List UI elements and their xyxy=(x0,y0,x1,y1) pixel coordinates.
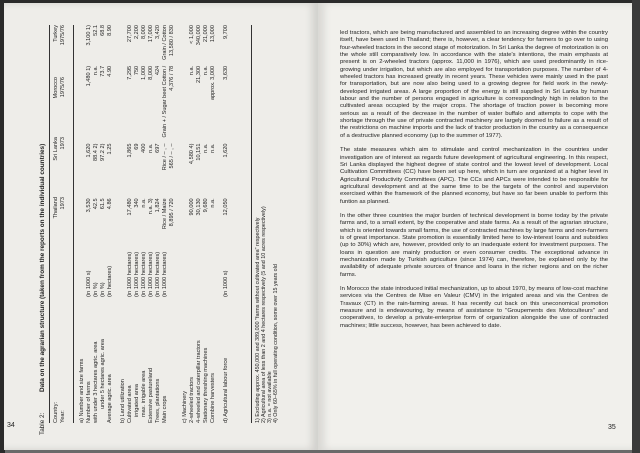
year-label: Year: xyxy=(60,410,66,423)
row-unit: (in 1000 hectares) xyxy=(162,251,168,297)
row-label: Trees, plantations xyxy=(155,378,161,423)
cell-value: n.a. xyxy=(141,198,147,208)
year-thailand: 1973 xyxy=(60,197,66,210)
cell-value: 30,130 xyxy=(196,198,202,216)
cell-value: 13,580 / 830 xyxy=(169,25,175,57)
country-turkey: Turkey xyxy=(53,25,59,42)
cell-value: 13,000 xyxy=(210,25,216,43)
rotated-table-block xyxy=(39,15,284,435)
row-label: max. irrigable area xyxy=(141,370,147,417)
cell-value: 73.7 xyxy=(100,65,106,77)
row-label: 2-wheeled tractors xyxy=(189,376,195,423)
cell-value: Rice / Maize xyxy=(162,198,168,230)
cell-value: 8,000 xyxy=(148,65,154,80)
paragraph-1: led tractors, which are being manufactured and assembled to an increasing degree within the country itself, have been used in Thailand; there is, however, a clear tendency for farmers to go over to using four-wheeled tractors in the second stage of motorization. In Sri Lanka the degree of motorization is on the whole still comparatively low. In accordance with the state's intentions, the main emphasis at present is on 2-wheeled tractors (approx. 11,000 in 1976), which are used predominantly in rice-growing under irrigation, but which are also employed for transportation purposes. The number of 4-wheeled tractors has increased greatly in recent years. These vehicles were mainly used in the past for transportation, but are now also being used to a growing degree for field work in the newly-developed irrigated areas. A large proportion of the energy is still supplied in Sri Lanka by human labour and the number of persons engaged in agriculture is correspondingly high in relation to the cultivated areas occupied by the major crops. The shortage of traction power is becoming more serious as a result of the decrease in the number of water buffalo and attempts to cope with the shortage through the use of private contracted machinery are largely doomed to failure as a result of the restrictions on machine imports and the lack of tractor production in the country as a consequence of a destructive planned economy (up to the summer of 1977). xyxy=(340,30,608,139)
cell-value: 10,151 xyxy=(196,143,202,161)
cell-value: 9,700 xyxy=(223,25,229,39)
cell-value: 697 xyxy=(155,143,161,153)
row-unit: (in 1000 hectares) xyxy=(155,251,161,297)
country-sri-lanka: Sri Lanka xyxy=(53,137,59,161)
cell-value: 4.86 xyxy=(107,198,113,210)
paragraph-3: In the other three countries the major burden of technical development is borne today by the private farms and, to a small extent, by the cooperative and state farms. As a result of the agrarian structure, which is oriented towards small farms, the use of contracted machines by large farms and non-farmers is of great importance. State promotion is essentially limited here to low-interest loans and subsidies (up to 30%) which are, however, provided only to an inadequate extent for investment purposes. The loans in question are mainly production or even consumer credits. The exceptional advance in mechanization made by Turkish agriculture (since 1974) can, therefore, be explained only by the availability of adequate private sources of finance and loans in the richer regions and on the richer farms. xyxy=(340,212,608,278)
section-title-row xyxy=(182,25,189,423)
cell-value: Grain / Cotton xyxy=(162,25,168,60)
table-row xyxy=(148,25,155,423)
table-row xyxy=(210,25,217,423)
cell-value: 52.1 xyxy=(93,25,99,36)
header-row-country xyxy=(53,25,60,423)
cell-value: 340 xyxy=(134,198,140,208)
section-title-row xyxy=(79,25,86,423)
table-row xyxy=(141,25,148,423)
cell-value: 61.5 xyxy=(100,198,106,210)
page-number-left: 34 xyxy=(7,422,15,429)
row-label: Average agric. area xyxy=(107,374,113,423)
row-unit: (in %) xyxy=(100,282,106,297)
cell-value: 8.90 xyxy=(107,25,113,36)
year-sri-lanka: 1973 xyxy=(60,137,66,150)
cell-value: 750 xyxy=(134,65,140,76)
row-label: Stationary threshing machines xyxy=(203,347,209,423)
cell-value: 17,000 xyxy=(148,25,154,43)
table-row xyxy=(93,25,100,423)
row-label: Extensive pastureland xyxy=(148,367,154,423)
row-label: d) Agricultural labour force xyxy=(223,357,229,423)
table-row xyxy=(196,25,203,423)
cell-value: 1.25 xyxy=(107,143,113,155)
footnote-4: 4) Only 60–65% in full operating condition, some over 15 years old xyxy=(273,264,279,423)
section-title: b) Land utilization xyxy=(120,379,126,423)
cell-value: 68.8 xyxy=(100,25,106,36)
row-label: Cultivated area xyxy=(127,385,133,423)
cell-value: 424 xyxy=(155,65,161,76)
row-unit: (in 1000 hectares) xyxy=(141,251,147,297)
table-row xyxy=(203,25,210,423)
cell-value: 3,630 xyxy=(223,65,229,80)
cell-value: 12,050 xyxy=(223,198,229,216)
row-label: irrigated area xyxy=(134,384,140,417)
cell-value: n.a. 3) xyxy=(148,198,154,215)
left-page xyxy=(4,3,318,450)
cell-value: 42.5 xyxy=(93,198,99,210)
row-label: Main crops xyxy=(162,395,168,423)
cell-value: 27,700 xyxy=(127,25,133,43)
table-row xyxy=(169,25,176,423)
cell-value: < 1,000 xyxy=(189,25,195,44)
section-gap xyxy=(230,25,236,423)
footnote-3: 3) n.a. = not available xyxy=(267,371,273,423)
footnote-2: 2) Agricultural area of less than 2 and 4 hectares respectively (5 and 10 acres respectively) xyxy=(261,206,267,423)
year-morocco: 1975/76 xyxy=(60,77,66,98)
row-unit: (in 1000 s) xyxy=(223,270,229,297)
cell-value: 88.4 2) xyxy=(93,143,99,161)
header-row-year xyxy=(60,25,67,423)
section-title: a) Number and size farms xyxy=(79,358,85,423)
cell-value: 1,000 xyxy=(141,65,147,80)
cell-value: 7,295 xyxy=(127,65,133,80)
cell-value: n.a. xyxy=(210,198,216,208)
section-title-row xyxy=(120,25,127,423)
table-bottom-rule xyxy=(251,25,252,423)
row-label: 4-wheeled and caterpillar tractors xyxy=(196,340,202,423)
cell-value: 3,100 1) xyxy=(86,25,92,46)
cell-value: 4,376 / 78 xyxy=(169,65,175,91)
cell-value: 400 xyxy=(141,143,147,153)
cell-value: approx. 3,000 xyxy=(210,65,216,101)
table-row xyxy=(86,25,93,423)
row-unit xyxy=(210,248,217,297)
table-row xyxy=(162,25,169,423)
table-row xyxy=(134,25,141,423)
cell-value: 1,480 1) xyxy=(86,65,92,87)
table-row xyxy=(107,25,114,423)
row-unit: (in %) xyxy=(93,282,99,297)
cell-value: 97.2 2) xyxy=(100,143,106,161)
footnote-1: 1) Excluding approx. 450,000 and 389,000 "farms without cultivated area" respectively xyxy=(255,217,261,423)
country-thailand: Thailand xyxy=(53,197,59,219)
cell-value: 3,530 xyxy=(86,198,92,213)
table-row xyxy=(223,25,230,423)
cell-value: 2,200 xyxy=(134,25,140,39)
table-number: Table 2: xyxy=(39,412,46,435)
cell-value: n.a. xyxy=(203,143,209,153)
cell-value: 17,480 xyxy=(127,198,133,216)
cell-value: Rice / – , – xyxy=(162,143,168,171)
row-unit xyxy=(196,248,203,297)
row-unit xyxy=(169,248,176,297)
cell-value: 3,420 xyxy=(155,25,161,39)
cell-value: 1,620 xyxy=(86,143,92,158)
year-turkey: 1975/76 xyxy=(60,25,66,46)
paragraph-4: In Morocco the state introduced initial mechanization, up to about 1970, by means of low-cost machine services via the Centres de Mise en Valeur (CMV) in the irrigated areas and via the Centres de Travaux (CT) in the rain-farming areas. It has recently cut back on this uneconomical promotion measure and is endeavouring, by means of assistance to "Groupements des Motoculteurs" and cooperatives, to develop a private-enterprise form of organization alongside the use of contracted machines; little success, however, has been achieved to date. xyxy=(340,286,608,329)
row-unit: (in 1000 hectares) xyxy=(134,251,140,297)
row-unit: (in 1000 hectares) xyxy=(127,251,133,297)
right-page xyxy=(318,3,632,450)
cell-value: n.a. xyxy=(189,65,195,76)
table-row xyxy=(155,25,162,423)
agrarian-structure-table xyxy=(53,25,80,423)
body-text xyxy=(340,30,608,337)
table-row xyxy=(127,25,134,423)
row-label: under 5 hectares agric. area xyxy=(100,339,106,409)
cell-value: 8,000 xyxy=(141,25,147,39)
row-unit xyxy=(189,248,196,297)
page-number-right: 35 xyxy=(608,424,616,431)
cell-value: n.a. xyxy=(148,143,154,153)
row-unit: (in hectares) xyxy=(107,265,113,297)
table-row xyxy=(100,25,107,423)
cell-value: 340,000 xyxy=(196,25,202,46)
row-unit: (in 1000 s) xyxy=(86,270,92,297)
cell-value: Grain + / Sugar beet Cotton / xyxy=(162,65,168,138)
paragraph-2: The state measures which aim to stimulate and control mechanization in the countries under investigation are of interest as regards future development of agricultural engineering. In this respect, Sri Lanka displayed the highest degree of state control and the lowest level of development. Local Cultivation Committees (CC) have been set up here, which in turn are organized at a higher level in Agricultural Productivity Committees (APC). The CCs and APCs were intended to be responsible for agricultural development and at the same time to be the targets of the control and supervision exercised within the framework of the planned economy, but have so far been unable to perform this funtion as planned. xyxy=(340,147,608,205)
cell-value: 565 / – , – xyxy=(169,143,175,169)
scan-edge-right xyxy=(632,0,640,453)
cell-value: 21,000 xyxy=(203,25,209,43)
table-row xyxy=(189,25,196,423)
country-label: Country: xyxy=(53,401,59,423)
row-label xyxy=(169,297,176,423)
table-title: Data on the agrarian structure (taken from the reports on the individual countries) xyxy=(39,143,46,392)
table-body xyxy=(79,25,236,423)
cell-value: 8,895 / 720 xyxy=(169,198,175,227)
cell-value: n.a. xyxy=(203,65,209,76)
cell-value: n.a. xyxy=(210,143,216,153)
cell-value: 90,000 xyxy=(189,198,195,216)
table-top-rule xyxy=(49,25,50,423)
cell-value: 1,865 xyxy=(127,143,133,158)
cell-value: 9,680 xyxy=(203,198,209,213)
cell-value: 1,620 xyxy=(223,143,229,158)
row-label: Number of farms xyxy=(86,381,92,423)
row-unit xyxy=(203,248,210,297)
cell-value: 4,580 4) xyxy=(189,143,195,165)
cell-value: 1,824 xyxy=(155,198,161,213)
cell-value: 69 xyxy=(134,143,140,150)
section-title: c) Machinery xyxy=(182,390,188,423)
country-morocco: Morocco xyxy=(53,77,59,99)
cell-value: 21,300 xyxy=(196,65,202,83)
row-label: Combine harvesters xyxy=(210,372,216,423)
cell-value: 4.90 xyxy=(107,65,113,77)
row-label: with under 3 hectares agric. area xyxy=(93,341,99,423)
cell-value: n.a. xyxy=(93,65,99,76)
row-unit: (in 1000 hectares) xyxy=(148,251,154,297)
